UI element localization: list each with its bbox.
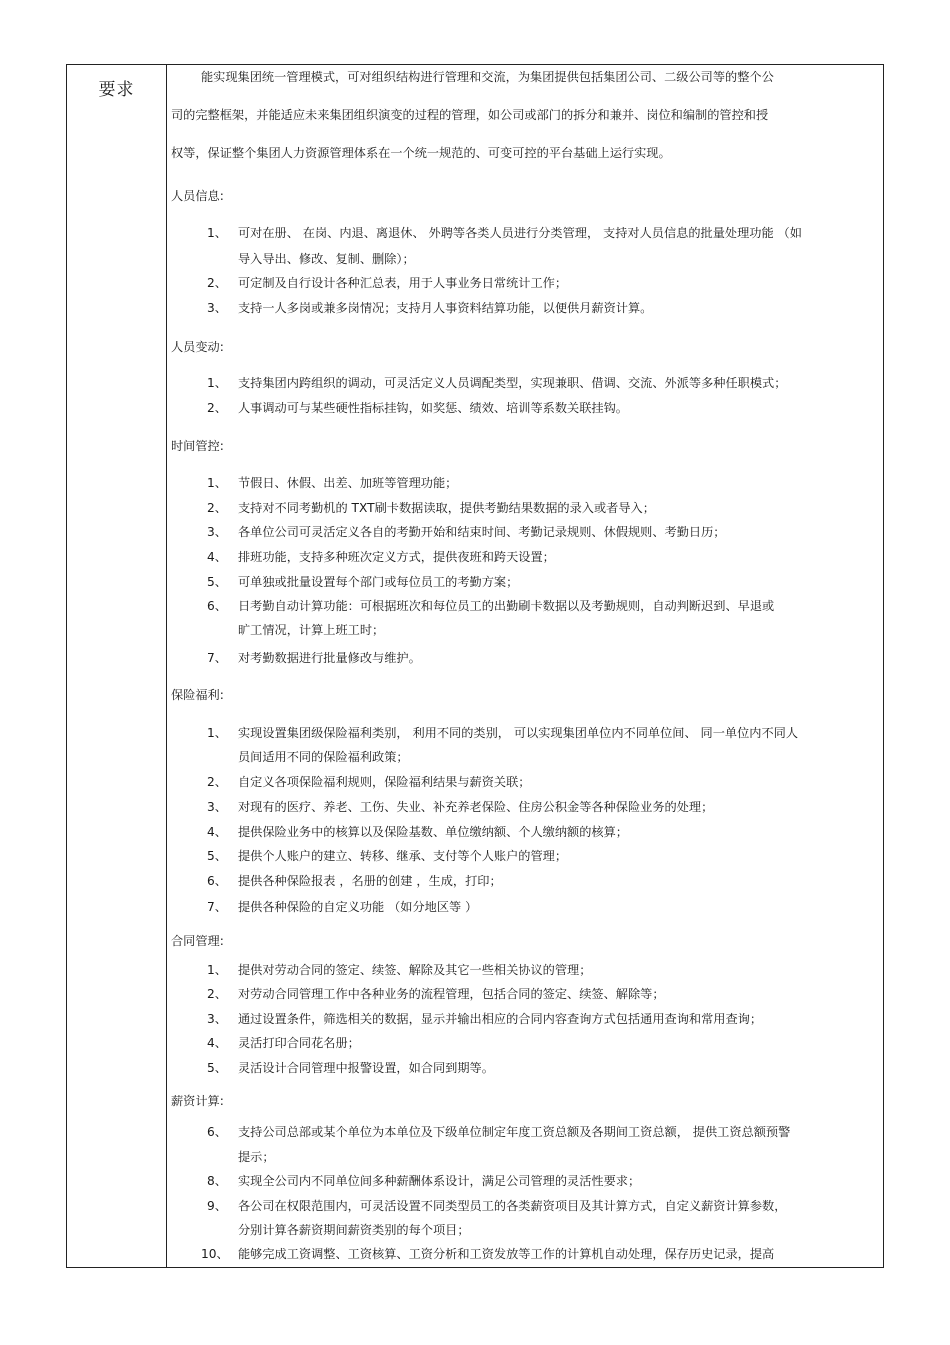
- section-heading: 合同管理:: [171, 934, 224, 948]
- item-text: 人事调动可与某些硬性指标挂钩，如奖惩、绩效、培训等系数关联挂钩。: [238, 401, 628, 415]
- item-number: 1、: [207, 376, 227, 390]
- item-text: 支持公司总部或某个单位为本单位及下级单位制定年度工资总额及各期间工资总额， 提供工资总额预警: [238, 1125, 791, 1139]
- item-number: 3、: [207, 800, 227, 814]
- item-text: 旷工情况，计算上班工时；: [238, 623, 385, 637]
- item-number: 4、: [207, 825, 227, 839]
- item-text: 对现有的医疗、养老、工伤、失业、补充养老保险、住房公积金等各种保险业务的处理；: [238, 800, 714, 814]
- requirements-label: 要求: [98, 80, 135, 100]
- intro-line: 司的完整框架，并能适应未来集团组织演变的过程的管理，如公司或部门的拆分和兼并、岗位和编制的管控和授: [171, 108, 769, 122]
- item-number: 5、: [207, 1061, 227, 1075]
- item-number: 1、: [207, 226, 227, 240]
- item-number: 2、: [207, 775, 227, 789]
- item-text: 提供各种保险的自定义功能 （如分地区等 ）: [238, 900, 478, 914]
- item-number: 4、: [207, 550, 227, 564]
- item-text: 支持一人多岗或兼多岗情况；支持月人事资料结算功能，以便供月薪资计算。: [238, 301, 653, 315]
- item-number: 2、: [207, 276, 227, 290]
- item-number: 7、: [207, 651, 227, 665]
- item-text: 排班功能，支持多种班次定义方式，提供夜班和跨天设置；: [238, 550, 555, 564]
- item-number: 10、: [201, 1247, 229, 1261]
- item-number: 6、: [207, 874, 227, 888]
- item-text: 各单位公司可灵活定义各自的考勤开始和结束时间、考勤记录规则、休假规则、考勤日历；: [238, 525, 726, 539]
- section-heading: 保险福利:: [171, 688, 224, 702]
- intro-line: 能实现集团统一管理模式，可对组织结构进行管理和交流，为集团提供包括集团公司、二级公司等的整个公: [201, 70, 774, 84]
- item-text: 分别计算各薪资期间薪资类别的每个项目；: [238, 1223, 470, 1237]
- item-text: 提供对劳动合同的签定、续签、解除及其它一些相关协议的管理；: [238, 963, 592, 977]
- section-heading: 人员变动:: [171, 340, 224, 354]
- item-text: 员间适用不同的保险福利政策；: [238, 750, 409, 764]
- item-text: 能够完成工资调整、工资核算、工资分析和工资发放等工作的计算机自动处理，保存历史记录，提高: [238, 1247, 775, 1261]
- item-text: 实现设置集团级保险福利类别， 利用不同的类别， 可以实现集团单位内不同单位间、 同一单位内不同人: [238, 726, 799, 740]
- item-text: 灵活设计合同管理中报警设置，如合同到期等。: [238, 1061, 494, 1075]
- item-text: 节假日、休假、出差、加班等管理功能；: [238, 476, 458, 490]
- item-text: 可对在册、 在岗、内退、离退休、 外聘等各类人员进行分类管理， 支持对人员信息的批量处理功能 （如: [238, 226, 802, 240]
- item-text: 支持对不同考勤机的 TXT刷卡数据读取，提供考勤结果数据的录入或者导入；: [238, 501, 655, 515]
- item-number: 8、: [207, 1174, 227, 1188]
- item-text: 灵活打印合同花名册；: [238, 1036, 360, 1050]
- item-number: 1、: [207, 476, 227, 490]
- intro-line: 权等，保证整个集团人力资源管理体系在一个统一规范的、可变可控的平台基础上运行实现。: [171, 146, 671, 160]
- item-text: 各公司在权限范围内，可灵活设置不同类型员工的各类薪资项目及其计算方式，自定义薪资计算参数，: [238, 1199, 787, 1213]
- item-text: 对考勤数据进行批量修改与维护。: [238, 651, 421, 665]
- item-number: 1、: [207, 726, 227, 740]
- item-number: 5、: [207, 849, 227, 863]
- item-number: 6、: [207, 1125, 227, 1139]
- item-number: 3、: [207, 1012, 227, 1026]
- item-text: 导入导出、修改、复制、删除）；: [238, 252, 415, 266]
- item-text: 提供个人账户的建立、转移、继承、支付等个人账户的管理；: [238, 849, 568, 863]
- item-text: 自定义各项保险福利规则，保险福利结果与薪资关联；: [238, 775, 531, 789]
- item-text: 提供各种保险报表 ，名册的创建 ，生成，打印；: [238, 874, 502, 888]
- item-number: 1、: [207, 963, 227, 977]
- item-number: 5、: [207, 575, 227, 589]
- section-heading: 人员信息:: [171, 189, 224, 203]
- item-number: 3、: [207, 301, 227, 315]
- item-number: 6、: [207, 599, 227, 613]
- item-text: 实现全公司内不同单位间多种薪酬体系设计，满足公司管理的灵活性要求；: [238, 1174, 641, 1188]
- item-text: 日考勤自动计算功能：可根据班次和每位员工的出勤刷卡数据以及考勤规则，自动判断迟到、早退或: [238, 599, 775, 613]
- item-text: 提示；: [238, 1150, 275, 1164]
- item-number: 2、: [207, 987, 227, 1001]
- column-divider: [166, 65, 167, 1267]
- item-text: 对劳动合同管理工作中各种业务的流程管理，包括合同的签定、续签、解除等；: [238, 987, 665, 1001]
- item-number: 7、: [207, 900, 227, 914]
- item-number: 2、: [207, 501, 227, 515]
- section-heading: 时间管控:: [171, 439, 224, 453]
- item-text: 通过设置条件，筛选相关的数据，显示并输出相应的合同内容查询方式包括通用查询和常用查询；: [238, 1012, 763, 1026]
- item-number: 3、: [207, 525, 227, 539]
- requirements-table: [66, 64, 884, 1268]
- item-text: 支持集团内跨组织的调动，可灵活定义人员调配类型，实现兼职、借调、交流、外派等多种任职模式；: [238, 376, 787, 390]
- section-heading: 薪资计算:: [171, 1094, 224, 1108]
- item-number: 2、: [207, 401, 227, 415]
- item-text: 提供保险业务中的核算以及保险基数、单位缴纳额、个人缴纳额的核算；: [238, 825, 628, 839]
- item-text: 可单独或批量设置每个部门或每位员工的考勤方案；: [238, 575, 519, 589]
- item-number: 9、: [207, 1199, 227, 1213]
- item-text: 可定制及自行设计各种汇总表，用于人事业务日常统计工作；: [238, 276, 568, 290]
- item-number: 4、: [207, 1036, 227, 1050]
